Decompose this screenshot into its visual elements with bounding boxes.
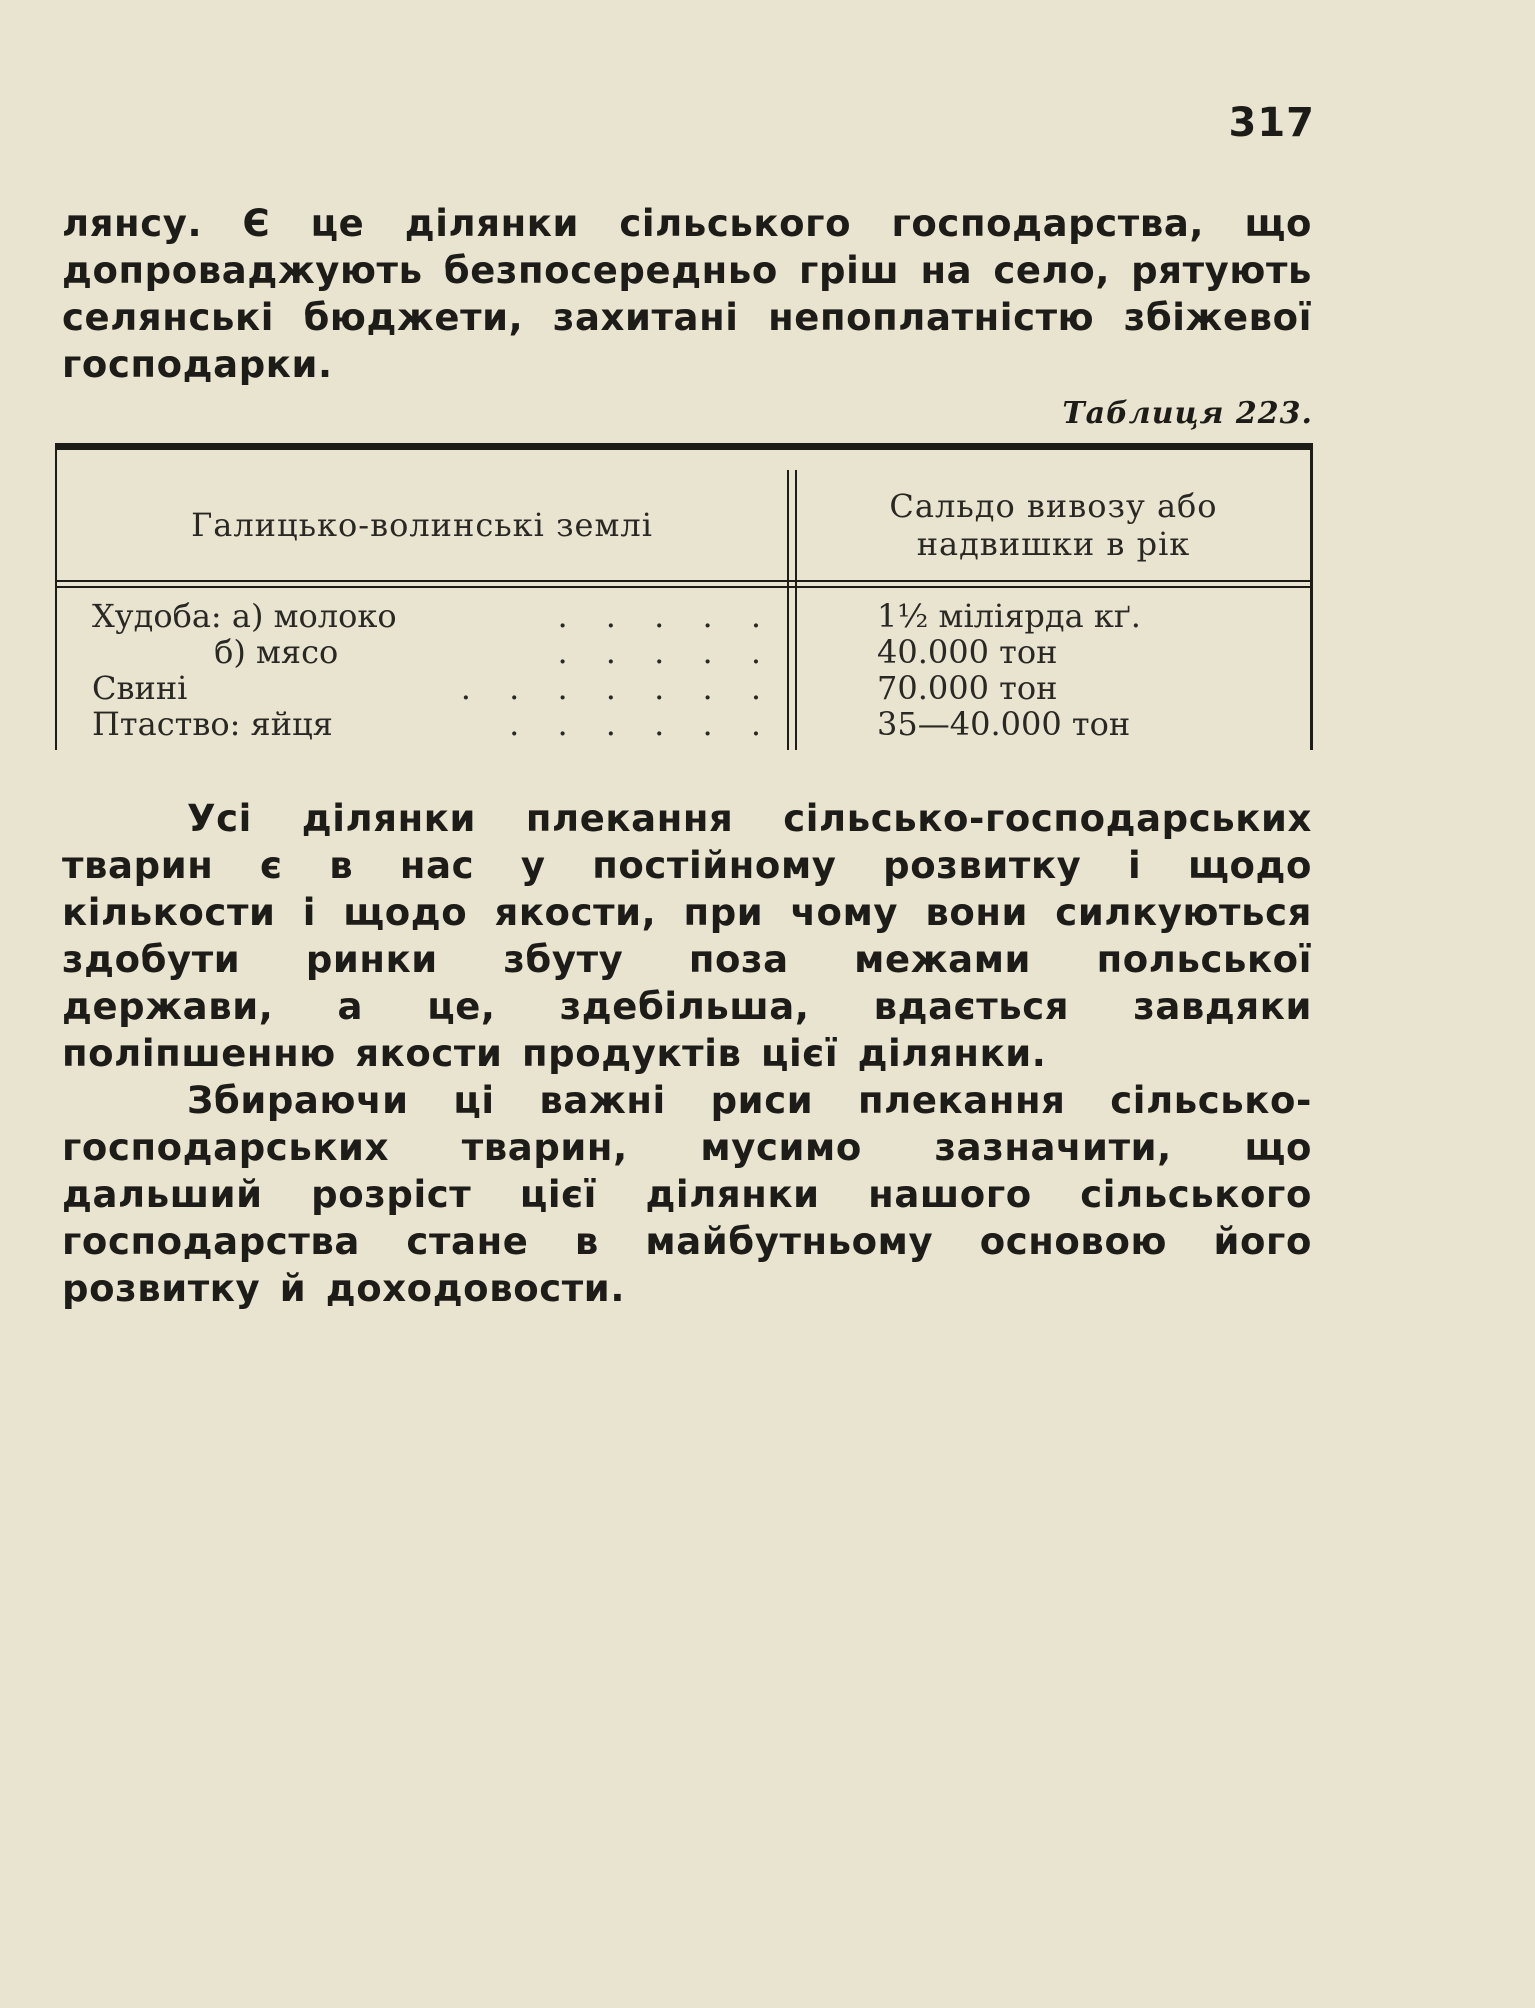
header-left-label: Галицько-волинські землі — [191, 506, 653, 544]
row-value: 1½ міліярда кґ. — [877, 597, 1141, 635]
data-table — [55, 443, 1313, 750]
paragraph-livestock-development: Усі ділянки плекання сільсько-господарських тварин є в нас у постійному розвитку і щодо кількости і щодо якости, при чому вони силкуються здобути ринки збуту поза межами польської держави, а це, здебільша, вдається завдяки поліпшенню якости продуктів цієї ділянки. — [62, 797, 1312, 1075]
row-dots: . . . . . — [557, 597, 775, 635]
table-caption: Таблиця 223. — [1062, 396, 1313, 431]
page-number: 317 — [1228, 100, 1315, 146]
table-header-right — [797, 470, 1310, 580]
top-paragraph: лянсу. Є це ділянки сільського господарства, що допроваджують безпосередньо гріш на село, рятують селянські бюджети, захитані непоплатністю збіжевої господарки. — [62, 202, 1312, 386]
table-row — [57, 670, 1310, 706]
table-rows — [57, 598, 1310, 742]
row-dots: . . . . . . — [509, 705, 775, 743]
header-right-line-1: Сальдо вивозу або — [889, 487, 1218, 525]
header-rule — [57, 580, 1310, 588]
row-value: 35—40.000 тон — [877, 705, 1131, 743]
row-value: 40.000 тон — [877, 633, 1058, 671]
table-header-left — [57, 470, 787, 580]
row-label: Свині — [92, 669, 188, 707]
row-label: Птаство: яйця — [92, 705, 333, 743]
row-label: б) мясо — [92, 633, 339, 671]
row-dots: . . . . . — [557, 633, 775, 671]
table-row — [57, 706, 1310, 742]
table-row — [57, 598, 1310, 634]
row-dots: . . . . . . . — [460, 669, 775, 707]
bottom-text — [62, 795, 1312, 1312]
header-right-line-2: надвишки в рік — [916, 525, 1191, 563]
row-label: Худоба: а) молоко — [92, 597, 397, 635]
table-row — [57, 634, 1310, 670]
paragraph-conclusion: Збираючи ці важні риси плекання сільсько-господарських тварин, мусимо зазначити, що дальший розріст цієї ділянки нашого сільського господарства стане в майбутньому основою його розвитку й доходовости. — [62, 1079, 1312, 1310]
row-value: 70.000 тон — [877, 669, 1058, 707]
